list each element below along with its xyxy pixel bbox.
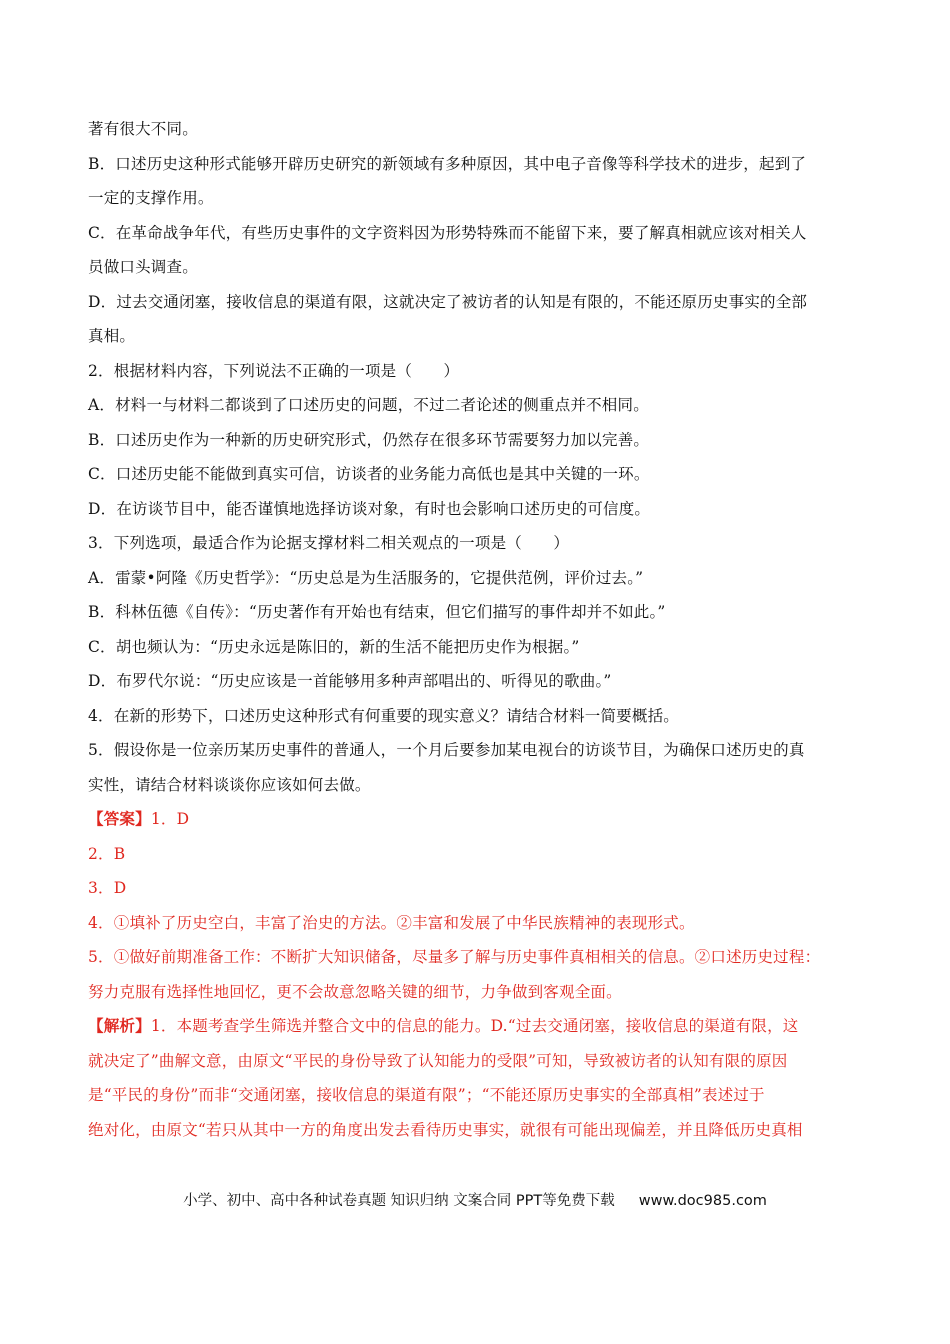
question-line: B．科林伍德《自传》：“历史著作有开始也有结束，但它们描写的事件却并不如此。” bbox=[88, 603, 666, 621]
footer-text: 小学、初中、高中各种试卷真题 知识归纳 文案合同 PPT等免费下载 bbox=[183, 1193, 615, 1209]
question-line: 一定的支撑作用。 bbox=[88, 189, 214, 207]
question-line: 2．根据材料内容，下列说法不正确的一项是（ ） bbox=[88, 361, 460, 380]
answer-item: 努力克服有选择性地回忆，更不会故意忽略关键的细节，力争做到客观全面。 bbox=[88, 982, 622, 1001]
answer-first-line bbox=[88, 802, 866, 837]
answer-item: 1．D bbox=[150, 810, 190, 828]
question-line: B．口述历史这种形式能够开辟历史研究的新领域有多种原因，其中电子音像等科学技术的进步，起到了 bbox=[88, 154, 807, 173]
question-line: D．布罗代尔说：“历史应该是一首能够用多种声部唱出的、听得见的歌曲。” bbox=[88, 672, 612, 690]
question-line: 5．假设你是一位亲历某历史事件的普通人，一个月后要参加某电视台的访谈节目，为确保口述历史的真 bbox=[88, 741, 805, 759]
answer-item: 5．①做好前期准备工作：不断扩大知识储备，尽量多了解与历史事件真相相关的信息。②口述历史过程： bbox=[88, 948, 821, 966]
analysis-text: 1．本题考查学生筛选并整合文中的信息的能力。D.“过去交通闭塞，接收信息的渠道有限，这 bbox=[150, 1017, 799, 1035]
answer-item: 3．D bbox=[88, 879, 127, 897]
answer-item: 4．①填补了历史空白，丰富了治史的方法。②丰富和发展了中华民族精神的表现形式。 bbox=[88, 913, 695, 932]
answer-label: 【答案】 bbox=[88, 809, 151, 828]
question-line: A．材料一与材料二都谈到了口述历史的问题，不过二者论述的侧重点并不相同。 bbox=[88, 396, 649, 414]
question-line: 著有很大不同。 bbox=[88, 120, 198, 138]
question-line: 员做口头调查。 bbox=[88, 258, 198, 276]
question-line: D．在访谈节目中，能否谨慎地选择访谈对象，有时也会影响口述历史的可信度。 bbox=[88, 499, 651, 518]
question-line: D．过去交通闭塞，接收信息的渠道有限，这就决定了被访者的认知是有限的，不能还原历史事实的全部 bbox=[88, 292, 808, 311]
footer-site-link[interactable]: www.doc985.com bbox=[638, 1193, 767, 1209]
question-line: B．口述历史作为一种新的历史研究形式，仍然存在很多环节需要努力加以完善。 bbox=[88, 430, 650, 449]
answer-item: 2．B bbox=[88, 844, 126, 863]
exam-content bbox=[88, 112, 866, 1147]
question-line: 4．在新的形势下，口述历史这种形式有何重要的现实意义？请结合材料一简要概括。 bbox=[88, 706, 679, 725]
analysis-first-line bbox=[88, 1009, 866, 1044]
question-line: C．胡也频认为：“历史永远是陈旧的，新的生活不能把历史作为根据。” bbox=[88, 637, 580, 656]
analysis-line: 绝对化，由原文“若只从其中一方的角度出发去看待历史事实，就很有可能出现偏差，并且降低历史真相 bbox=[88, 1120, 803, 1139]
question-line: C．口述历史能不能做到真实可信，访谈者的业务能力高低也是其中关键的一环。 bbox=[88, 465, 650, 483]
question-line: 实性，请结合材料谈谈你应该如何去做。 bbox=[88, 775, 371, 794]
question-line: A．雷蒙•阿隆《历史哲学》：“历史总是为生活服务的，它提供范例，评价过去。” bbox=[88, 568, 644, 587]
analysis-line: 就决定了”曲解文意，由原文“平民的身份导致了认知能力的受限”可知，导致被访者的认知有限的原因 bbox=[88, 1051, 788, 1070]
analysis-label: 【解析】 bbox=[88, 1016, 151, 1035]
question-line: C．在革命战争年代，有些历史事件的文字资料因为形势特殊而不能留下来，要了解真相就应该对相关人 bbox=[88, 223, 807, 242]
analysis-line: 是“平民的身份”而非“交通闭塞，接收信息的渠道有限”；“不能还原历史事实的全部真相”表述过于 bbox=[88, 1086, 765, 1104]
question-line: 3．下列选项，最适合作为论据支撑材料二相关观点的一项是（ ） bbox=[88, 534, 570, 552]
page-footer bbox=[0, 1189, 950, 1210]
question-line: 真相。 bbox=[88, 327, 136, 345]
